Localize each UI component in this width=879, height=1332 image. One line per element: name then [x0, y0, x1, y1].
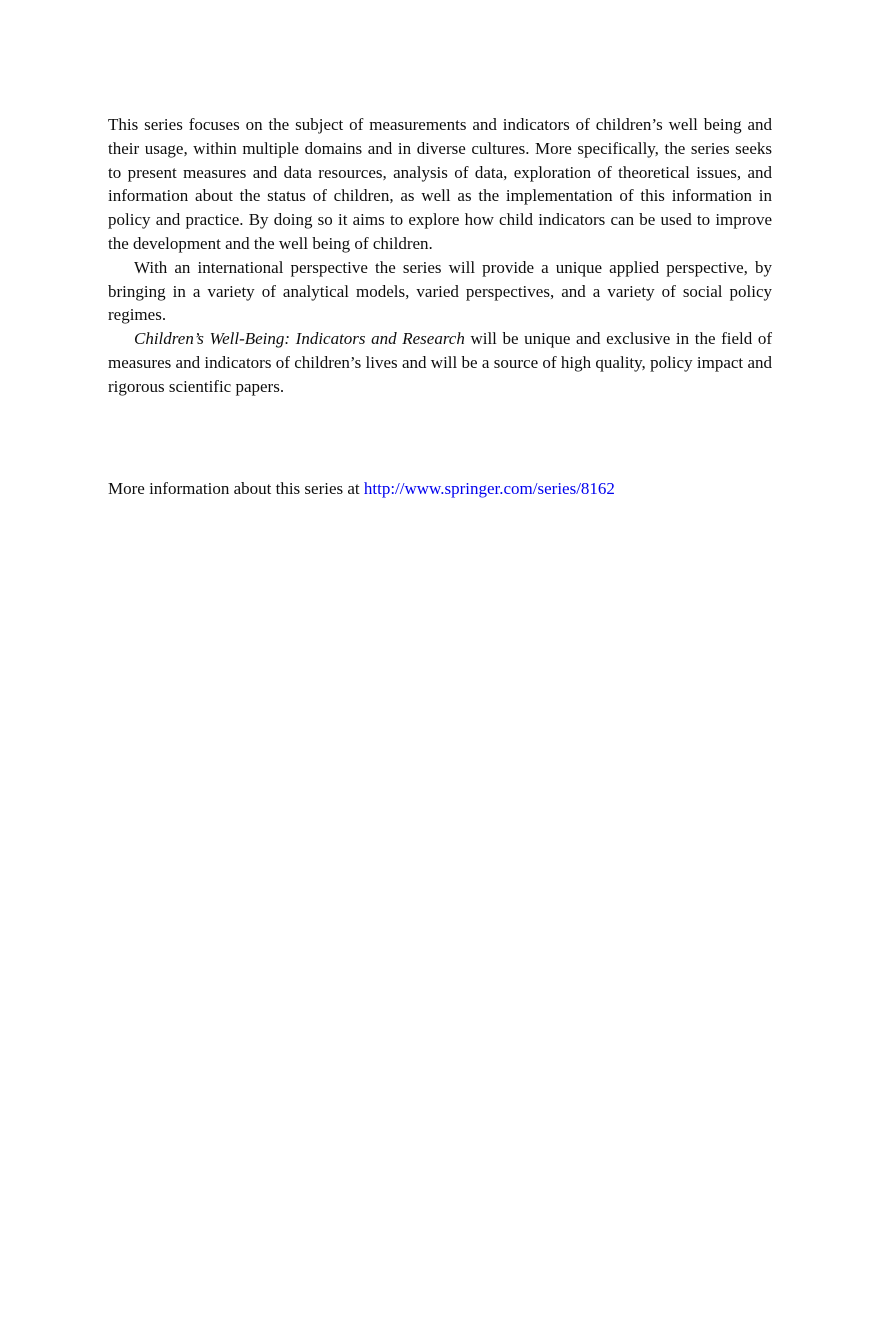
series-paragraph-2: With an international perspective the series will provide a unique applied perspective, by bringing in a variety of analytical models, varied perspectives, and a variety of social policy regimes.	[108, 257, 772, 325]
series-paragraph-3-rest: will be unique and exclusive in the field of measures and indicators of children’s lives and will be a source of high quality, policy impact and rigorous scientific papers.	[108, 329, 773, 396]
more-info-text: More information about this series at	[108, 479, 364, 498]
series-description	[108, 113, 772, 399]
series-paragraph-1: This series focuses on the subject of measurements and indicators of children’s well being and their usage, within multiple domains and in diverse cultures. More specifically, the series seeks to present measures and data resources, analysis of data, exploration of theoretical issues, and information about the status of children, as well as the implementation of this information in policy and practice. By doing so it aims to explore how child indicators can be used to improve the development and the well being of children.	[108, 115, 772, 253]
series-title-italic: Children’s Well-Being: Indicators and Research	[134, 329, 465, 349]
series-url-link[interactable]: http://www.springer.com/series/8162	[363, 479, 615, 498]
more-info-line	[108, 477, 788, 501]
series-paragraph-3	[108, 327, 772, 398]
